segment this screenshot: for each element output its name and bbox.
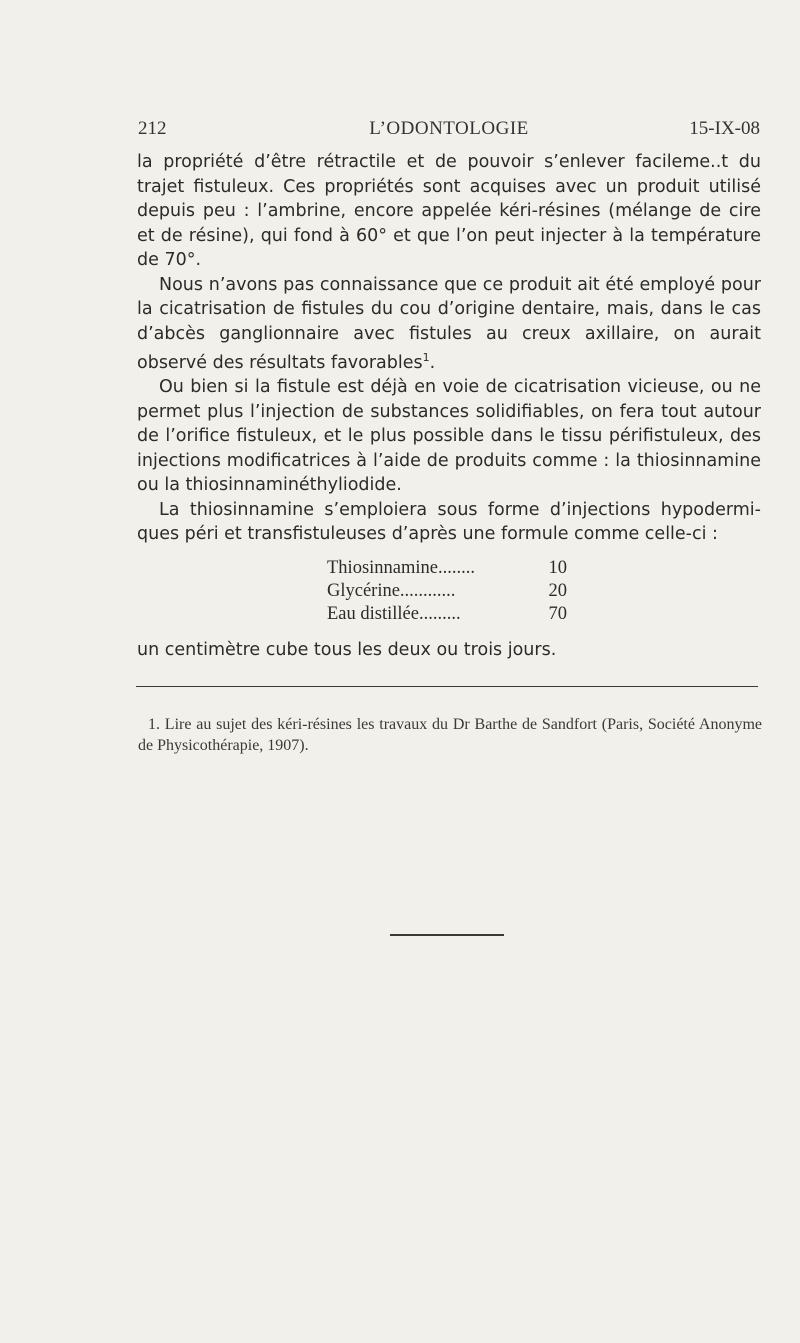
ingredient-amount: 10 — [548, 557, 567, 578]
paragraph-2 — [137, 273, 761, 376]
formula-row — [327, 557, 567, 580]
paragraph-2-end: . — [429, 352, 436, 373]
paragraph-2-text: Nous n’avons pas connaissance que ce produit ait été employé pour la cicatrisation de fistules du cou d’origine dentaire, mais, dans le cas d’abcès ganglionnaire avec fistules au creux axillaire, on aurait observé des résultats favorables — [137, 274, 761, 373]
journal-title: L’ODONTOLOGIE — [369, 118, 529, 139]
paragraph-4: La thiosinnamine s’emploiera sous forme d’injections hypodermiques péri et transfistuleuses d’après une formule comme celle-ci : — [137, 499, 761, 545]
ingredient-amount: 70 — [548, 603, 567, 624]
closing-line: un centimètre cube tous les deux ou trois jours. — [137, 639, 557, 660]
ingredient-name: Thiosinnamine........ — [327, 557, 475, 578]
section-end-rule — [390, 934, 504, 936]
page-number: 212 — [138, 118, 167, 139]
running-header — [138, 118, 760, 144]
paragraph-1: la propriété d’être rétractile et de pouvoir s’enlever facileme..t du trajet fistuleux. Ces propriétés sont acquises avec un produit utilisé depuis peu : l’ambrine, encore appelée kéri-résines (mélange de cire et de résine), qui fond à 60° et que l’on peut injecter à la température de 70°. — [137, 152, 761, 270]
ingredient-name: Eau distillée......... — [327, 603, 461, 624]
paragraph-3: Ou bien si la fistule est déjà en voie de cicatrisation vicieuse, ou ne permet plus l’injection de substances solidifiables, on fera tout autour de l’orifice fistuleux, et le plus possible dans le tissu périfistuleux, des injections modificatrices à l’aide de produits comme : la thiosinnamine ou la thiosinnaminéthyliodide. — [137, 377, 761, 496]
main-text — [137, 150, 761, 662]
formula-row — [327, 603, 567, 626]
ingredient-amount: 20 — [548, 580, 567, 601]
footnote: 1. Lire au sujet des kéri-résines les travaux du Dr Barthe de Sandfort (Paris, Société Anonyme de Physicothérapie, 1907). — [138, 716, 762, 754]
formula-row — [327, 580, 567, 603]
formula-list — [327, 557, 567, 626]
issue-date: 15-IX-08 — [689, 118, 760, 139]
ingredient-name: Glycérine............ — [327, 580, 456, 601]
footnote-divider — [136, 686, 758, 687]
footnote-marker: 1 — [422, 351, 430, 364]
